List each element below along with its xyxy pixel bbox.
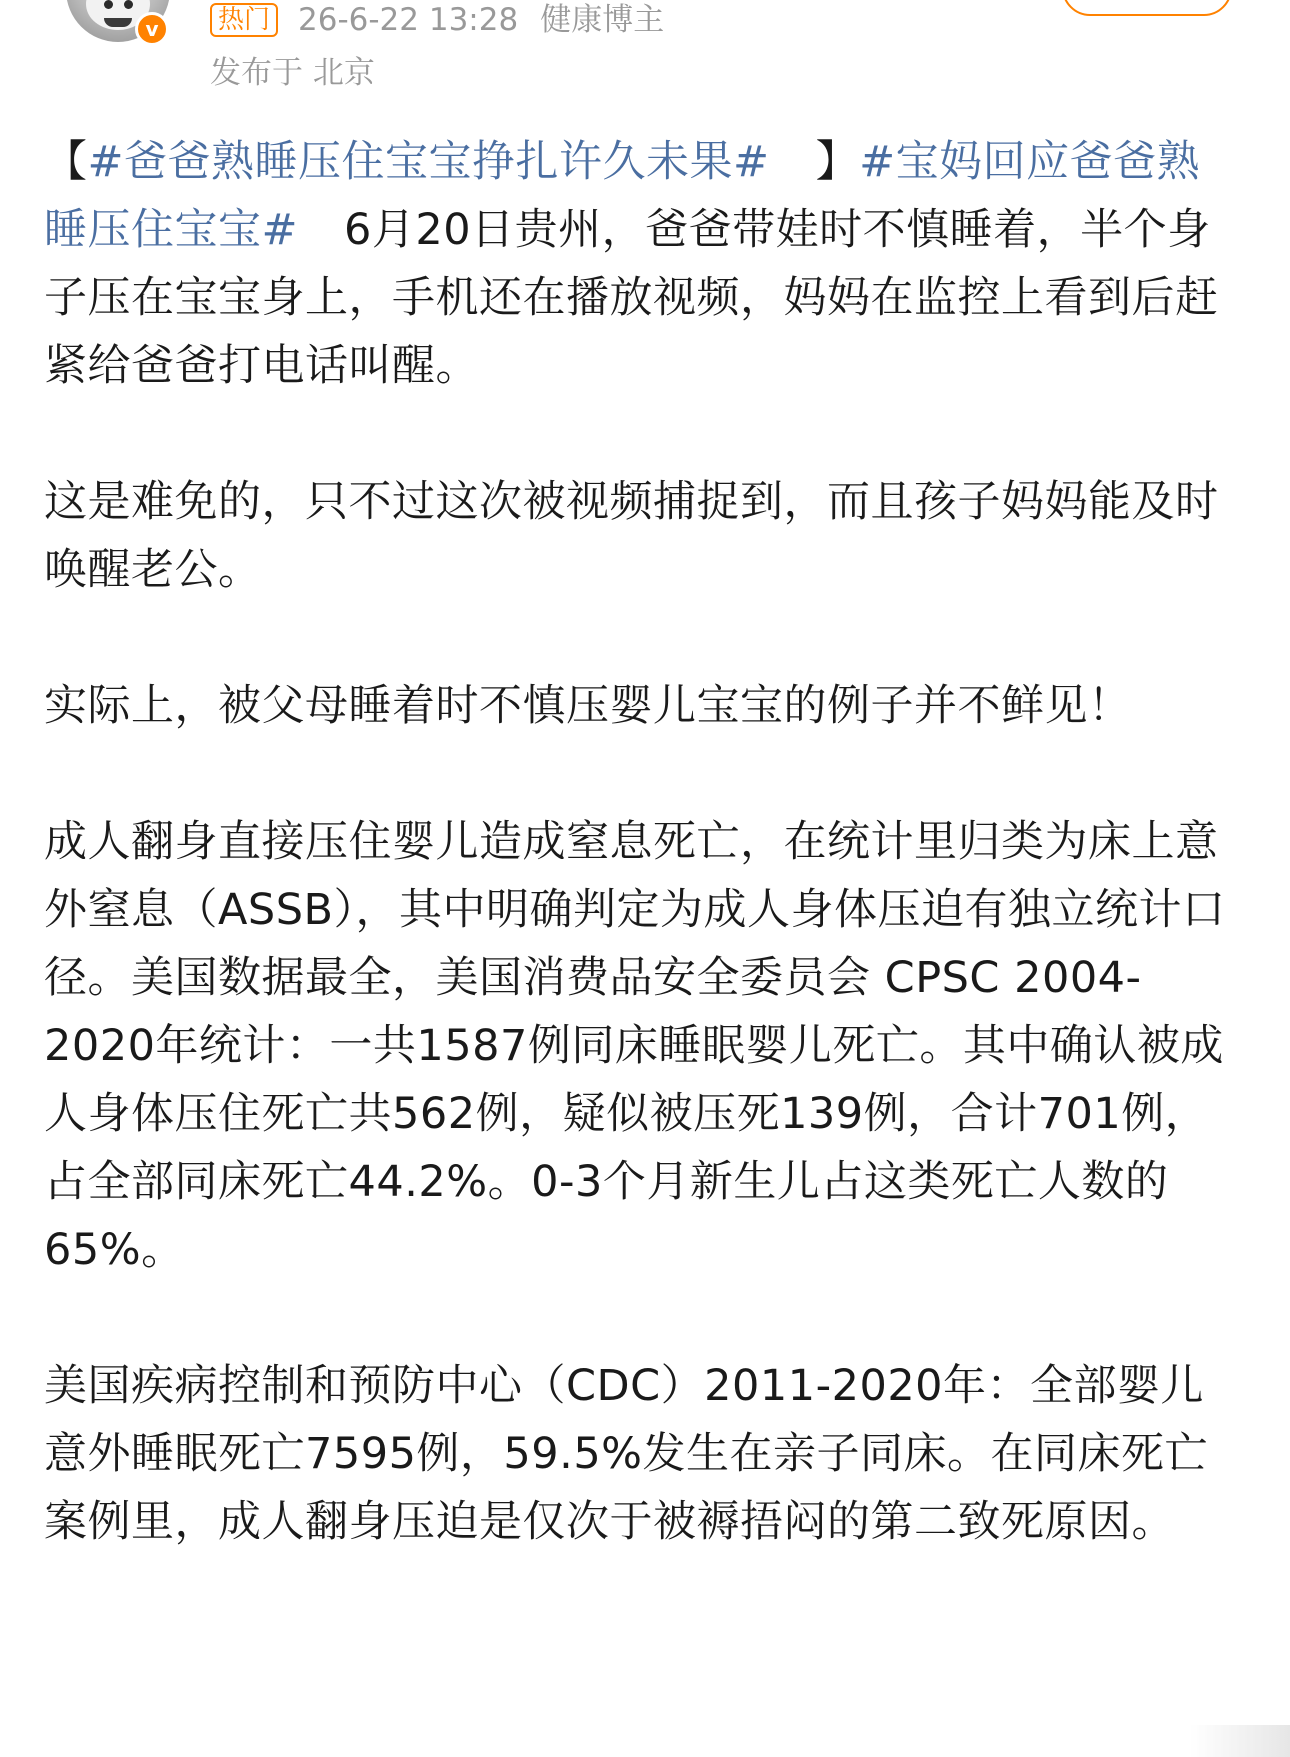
- topic-link-1[interactable]: #爸爸熟睡压住宝宝挣扎许久未果#: [87, 137, 770, 187]
- post-text: 6月20日贵州，爸爸带娃时不慎睡着，半个身子压在宝宝身上，手机还在播放视频，妈妈在监控上看到后赶紧给爸爸打电话叫醒。: [44, 205, 1219, 391]
- post-meta: [210, 0, 664, 40]
- bracket-close: 】: [815, 137, 860, 187]
- hot-badge[interactable]: 热门: [210, 3, 278, 37]
- post-paragraph: 成人翻身直接压住婴儿造成窒息死亡，在统计里归类为床上意外窒息（ASSB），其中明确判定为成人身体压迫有独立统计口径。美国数据最全，美国消费品安全委员会 CPSC 2004-2020年统计：一共1587例同床睡眠婴儿死亡。其中确认被成人身体压住死亡共562例，疑似被压死139例，合计701例，占全部同床死亡44.2%。0-3个月新生儿占这类死亡人数的65%。: [44, 817, 1226, 1275]
- avatar-eye: [124, 0, 133, 9]
- post-paragraph: [44, 128, 1234, 400]
- post-content: [44, 128, 1234, 1624]
- bracket-open: 【: [44, 137, 88, 187]
- topic-link-2[interactable]: #宝妈回应爸爸熟睡压住宝宝#: [44, 137, 1201, 255]
- post-timestamp: 26-6-22 13:28: [298, 2, 519, 38]
- post-paragraph: 实际上，被父母睡着时不慎压婴儿宝宝的例子并不鲜见！: [44, 681, 1132, 731]
- post-location: 发布于 北京: [210, 55, 375, 91]
- follow-button[interactable]: [1062, 0, 1232, 16]
- post-paragraph: 这是难免的，只不过这次被视频捕捉到，而且孩子妈妈能及时唤醒老公。: [44, 477, 1219, 595]
- bottom-shade: [1190, 1725, 1290, 1757]
- avatar-eye: [104, 0, 113, 9]
- post-paragraph: 美国疾病控制和预防中心（CDC）2011-2020年：全部婴儿意外睡眠死亡7595例，59.5%发生在亲子同床。在同床死亡案例里，成人翻身压迫是仅次于被褥捂闷的第二致死原因。: [44, 1361, 1209, 1547]
- verified-badge-icon: v: [135, 12, 169, 46]
- author-tag: 健康博主: [540, 2, 665, 38]
- post-header: [0, 0, 1290, 110]
